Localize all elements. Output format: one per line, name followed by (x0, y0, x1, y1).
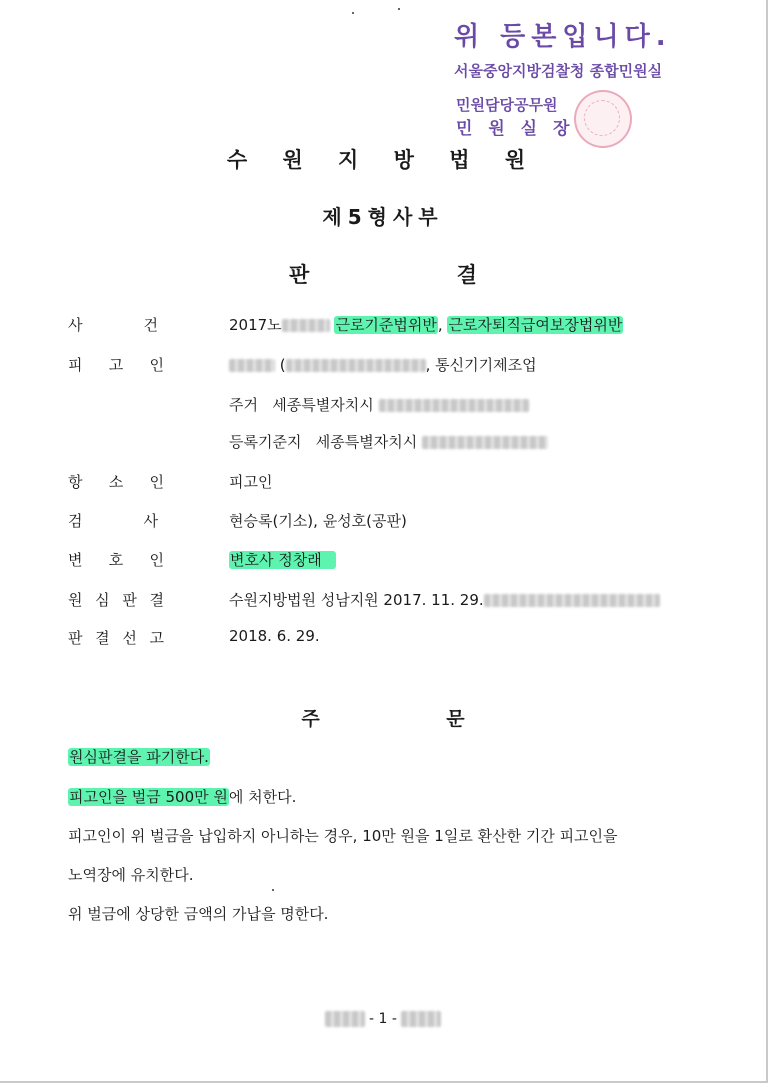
order-paragraph-3b: 노역장에 유치한다. (68, 866, 194, 884)
sentence-date-label (68, 627, 164, 648)
redacted-original (484, 594, 660, 607)
residence-row (229, 394, 529, 415)
registered-value: 세종특별자치시 (315, 433, 418, 451)
redacted-footer-left (325, 1011, 365, 1027)
stamp-line-3: 민원담당공무원 (456, 96, 558, 114)
label-char: 건 (143, 316, 158, 334)
counsel-value (229, 549, 336, 570)
prosecutor-label (68, 510, 158, 531)
document-title: 판 결 (289, 263, 547, 287)
label-char: 변 (68, 551, 83, 569)
order-p1-text: 원심판결을 파기한다. (69, 748, 209, 766)
appellant-value: 피고인 (229, 473, 273, 491)
label-char: 심 (95, 591, 110, 609)
case-separator: , (437, 316, 443, 334)
order-paragraph-2 (68, 786, 296, 807)
registered-label: 등록기준지 (229, 433, 302, 451)
redacted-name (229, 359, 275, 372)
defendant-value (229, 354, 537, 375)
label-char: 선 (122, 629, 137, 647)
order-paragraph-4: 위 벌금에 상당한 금액의 가납을 명한다. (68, 905, 329, 923)
case-number: 2017노 (229, 316, 282, 334)
order-paragraph-1 (68, 746, 210, 767)
official-seal-icon (574, 90, 632, 148)
case-label (68, 314, 158, 335)
label-char: 인 (149, 551, 164, 569)
label-char: 고 (149, 629, 164, 647)
label-char: 인 (149, 473, 164, 491)
sentence-date-value: 2018. 6. 29. (229, 627, 320, 645)
redacted-registered (422, 436, 548, 449)
order-title: 주 문 (301, 708, 525, 730)
stamp-line-2: 서울중앙지방검찰청 종합민원실 (454, 62, 663, 80)
residence-value: 세종특별자치시 (272, 396, 374, 414)
stamp-line-1: 위 등본입니다. (454, 22, 672, 52)
label-char: 인 (149, 356, 164, 374)
order-p2-rest: 에 처한다. (228, 788, 297, 806)
order-paragraph-3a: 피고인이 위 벌금을 납입하지 아니하는 경우, 10만 원을 1일로 환산한 기간 피고인을 (68, 827, 618, 845)
court-name: 수 원 지 방 법 원 (226, 148, 540, 172)
defendant-paren: ( (279, 356, 286, 374)
order-p2-highlight: 피고인을 벌금 500만 원 (69, 788, 228, 806)
label-char: 판 (122, 591, 137, 609)
label-char: 고 (108, 356, 124, 374)
label-char: 피 (68, 356, 83, 374)
defendant-label (68, 354, 164, 375)
original-judgment-label (68, 589, 164, 610)
registered-row (229, 431, 548, 452)
label-char: 소 (108, 473, 124, 491)
case-value (229, 314, 623, 335)
label-char: 호 (108, 551, 124, 569)
case-charge-2: 근로자퇴직급여보장법위반 (448, 316, 623, 334)
label-char: 사 (143, 512, 158, 530)
original-judgment-text: 수원지방법원 성남지원 2017. 11. 29. (229, 591, 484, 609)
counsel-label (68, 549, 164, 570)
original-judgment-value (229, 589, 660, 610)
prosecutor-value: 현승록(기소), 윤성호(공판) (229, 512, 407, 530)
page-number-text: - 1 - (369, 1011, 397, 1027)
label-char: 결 (95, 629, 110, 647)
redacted-block (282, 319, 330, 332)
redacted-id (286, 359, 426, 372)
label-char: 항 (68, 473, 83, 491)
division-name: 제5형사부 (322, 205, 444, 229)
case-charge-1: 근로기준법위반 (335, 316, 437, 334)
redacted-address (379, 399, 529, 412)
counsel-name: 변호사 정창래 (229, 551, 336, 569)
label-char: 원 (68, 591, 83, 609)
label-char: 사 (68, 316, 83, 334)
appellant-label (68, 471, 164, 492)
residence-label: 주거 (229, 396, 258, 414)
page-number (0, 1011, 766, 1027)
redacted-footer-right (401, 1011, 441, 1027)
stamp-line-4: 민 원 실 장 (456, 119, 575, 139)
label-char: 판 (68, 629, 83, 647)
defendant-occupation: , 통신기기제조업 (425, 356, 537, 374)
label-char: 결 (149, 591, 164, 609)
label-char: 검 (68, 512, 83, 530)
